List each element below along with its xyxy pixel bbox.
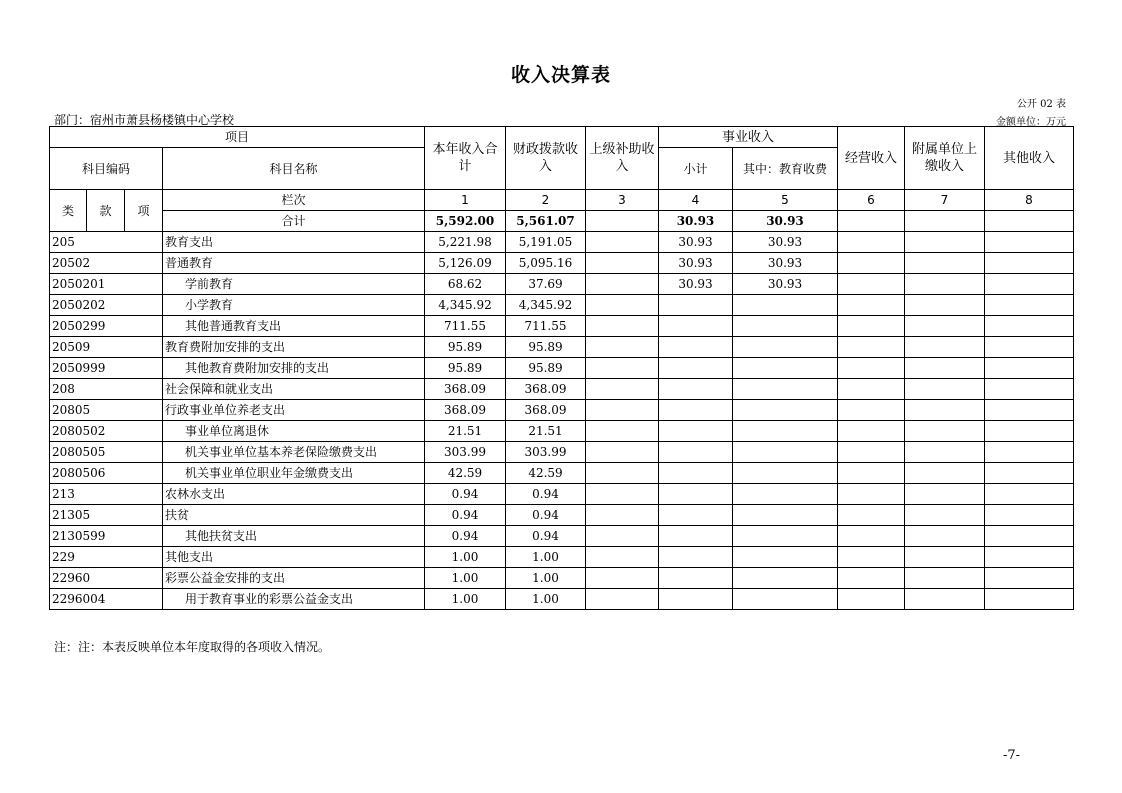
row-value bbox=[838, 463, 905, 484]
row-value bbox=[733, 442, 838, 463]
row-value bbox=[586, 547, 659, 568]
row-value bbox=[733, 547, 838, 568]
header-subtotal: 小计 bbox=[659, 148, 733, 190]
row-name: 机关事业单位基本养老保险缴费支出 bbox=[163, 442, 425, 463]
row-value bbox=[838, 589, 905, 610]
row-value bbox=[985, 400, 1074, 421]
row-value: 0.94 bbox=[506, 526, 586, 547]
total-cell bbox=[586, 211, 659, 232]
row-value bbox=[905, 526, 985, 547]
row-code: 2130599 bbox=[50, 526, 163, 547]
row-value: 30.93 bbox=[733, 232, 838, 253]
row-value bbox=[905, 295, 985, 316]
row-name: 农林水支出 bbox=[163, 484, 425, 505]
row-value bbox=[733, 463, 838, 484]
row-value: 0.94 bbox=[425, 505, 506, 526]
row-name: 教育费附加安排的支出 bbox=[163, 337, 425, 358]
header-total: 本年收入合计 bbox=[425, 127, 506, 190]
row-name: 彩票公益金安排的支出 bbox=[163, 568, 425, 589]
row-value: 368.09 bbox=[425, 379, 506, 400]
row-value bbox=[985, 526, 1074, 547]
row-code: 22960 bbox=[50, 568, 163, 589]
row-value: 0.94 bbox=[425, 526, 506, 547]
row-code: 20509 bbox=[50, 337, 163, 358]
row-value bbox=[733, 358, 838, 379]
row-name: 教育支出 bbox=[163, 232, 425, 253]
header-lei: 类 bbox=[50, 190, 87, 232]
row-value: 0.94 bbox=[425, 484, 506, 505]
row-value bbox=[733, 316, 838, 337]
row-name: 社会保障和就业支出 bbox=[163, 379, 425, 400]
table-row bbox=[50, 484, 1074, 505]
row-value bbox=[586, 589, 659, 610]
row-value bbox=[733, 295, 838, 316]
row-value: 95.89 bbox=[425, 358, 506, 379]
row-value bbox=[838, 253, 905, 274]
table-row bbox=[50, 505, 1074, 526]
col-num: 1 bbox=[425, 190, 506, 211]
row-value bbox=[586, 484, 659, 505]
row-value bbox=[985, 442, 1074, 463]
row-code: 213 bbox=[50, 484, 163, 505]
row-value: 42.59 bbox=[425, 463, 506, 484]
row-code: 229 bbox=[50, 547, 163, 568]
row-value bbox=[733, 568, 838, 589]
row-value bbox=[733, 526, 838, 547]
row-code: 208 bbox=[50, 379, 163, 400]
row-value: 1.00 bbox=[425, 547, 506, 568]
table-row bbox=[50, 421, 1074, 442]
page-number: -7- bbox=[1003, 748, 1021, 763]
row-code: 20502 bbox=[50, 253, 163, 274]
row-name: 普通教育 bbox=[163, 253, 425, 274]
row-name: 其他支出 bbox=[163, 547, 425, 568]
row-value bbox=[985, 589, 1074, 610]
table-row bbox=[50, 379, 1074, 400]
header-heji: 合计 bbox=[163, 211, 425, 232]
row-value bbox=[659, 358, 733, 379]
table-row bbox=[50, 442, 1074, 463]
row-name: 其他普通教育支出 bbox=[163, 316, 425, 337]
row-value bbox=[985, 379, 1074, 400]
header-affiliated: 附属单位上缴收入 bbox=[905, 127, 985, 190]
total-cell: 5,592.00 bbox=[425, 211, 506, 232]
table-row bbox=[50, 316, 1074, 337]
row-value bbox=[838, 400, 905, 421]
row-value bbox=[838, 295, 905, 316]
total-cell: 5,561.07 bbox=[506, 211, 586, 232]
row-value bbox=[838, 568, 905, 589]
row-value bbox=[838, 421, 905, 442]
row-value bbox=[659, 463, 733, 484]
row-value: 0.94 bbox=[506, 505, 586, 526]
row-value bbox=[905, 505, 985, 526]
row-value bbox=[586, 316, 659, 337]
row-value: 68.62 bbox=[425, 274, 506, 295]
form-number: 公开 02 表 bbox=[1016, 99, 1066, 110]
row-code: 2050999 bbox=[50, 358, 163, 379]
row-value bbox=[586, 274, 659, 295]
row-value: 30.93 bbox=[659, 232, 733, 253]
row-value bbox=[838, 232, 905, 253]
row-name: 用于教育事业的彩票公益金支出 bbox=[163, 589, 425, 610]
row-value bbox=[659, 484, 733, 505]
table-row bbox=[50, 589, 1074, 610]
row-value: 1.00 bbox=[506, 589, 586, 610]
table-row bbox=[50, 358, 1074, 379]
header-code: 科目编码 bbox=[50, 148, 163, 190]
row-value: 711.55 bbox=[425, 316, 506, 337]
header-business: 事业收入 bbox=[659, 127, 838, 148]
table-row bbox=[50, 274, 1074, 295]
total-cell bbox=[905, 211, 985, 232]
row-value bbox=[985, 337, 1074, 358]
header-edu-fee: 其中：教育收费 bbox=[733, 148, 838, 190]
row-value bbox=[659, 379, 733, 400]
row-value bbox=[838, 547, 905, 568]
row-value: 30.93 bbox=[659, 253, 733, 274]
row-value bbox=[985, 484, 1074, 505]
row-code: 2050202 bbox=[50, 295, 163, 316]
row-code: 20805 bbox=[50, 400, 163, 421]
row-value: 30.93 bbox=[733, 274, 838, 295]
table-row bbox=[50, 526, 1074, 547]
row-value: 5,221.98 bbox=[425, 232, 506, 253]
row-value bbox=[985, 568, 1074, 589]
department-label: 部门：宿州市萧县杨楼镇中心学校 bbox=[54, 113, 235, 127]
table-row bbox=[50, 295, 1074, 316]
header-subsidy: 上级补助收入 bbox=[586, 127, 659, 190]
row-value bbox=[905, 421, 985, 442]
row-value bbox=[985, 358, 1074, 379]
row-code: 2080502 bbox=[50, 421, 163, 442]
row-value bbox=[659, 400, 733, 421]
row-value bbox=[733, 484, 838, 505]
row-name: 机关事业单位职业年金缴费支出 bbox=[163, 463, 425, 484]
row-name: 其他扶贫支出 bbox=[163, 526, 425, 547]
row-value bbox=[985, 232, 1074, 253]
row-value: 42.59 bbox=[506, 463, 586, 484]
income-table bbox=[49, 126, 1074, 610]
table-row bbox=[50, 232, 1074, 253]
amount-unit: 金额单位：万元 bbox=[996, 117, 1066, 128]
row-value bbox=[733, 421, 838, 442]
row-value bbox=[905, 547, 985, 568]
row-value bbox=[586, 505, 659, 526]
row-code: 2050299 bbox=[50, 316, 163, 337]
row-value: 711.55 bbox=[506, 316, 586, 337]
row-value bbox=[838, 316, 905, 337]
row-value bbox=[985, 316, 1074, 337]
page-title: 收入决算表 bbox=[510, 64, 611, 86]
header-xiang: 项 bbox=[125, 190, 163, 232]
row-value bbox=[838, 358, 905, 379]
row-value: 368.09 bbox=[506, 379, 586, 400]
row-value: 37.69 bbox=[506, 274, 586, 295]
row-value: 1.00 bbox=[506, 547, 586, 568]
total-cell bbox=[985, 211, 1074, 232]
row-value bbox=[905, 442, 985, 463]
row-value bbox=[905, 589, 985, 610]
total-cell: 30.93 bbox=[733, 211, 838, 232]
row-value bbox=[905, 358, 985, 379]
row-value bbox=[586, 442, 659, 463]
row-name: 事业单位离退休 bbox=[163, 421, 425, 442]
row-value bbox=[586, 526, 659, 547]
row-value bbox=[586, 358, 659, 379]
header-fiscal: 财政拨款收入 bbox=[506, 127, 586, 190]
col-num: 4 bbox=[659, 190, 733, 211]
row-value: 303.99 bbox=[425, 442, 506, 463]
row-value bbox=[586, 400, 659, 421]
table-row bbox=[50, 568, 1074, 589]
row-value bbox=[659, 568, 733, 589]
row-value bbox=[733, 589, 838, 610]
row-value: 4,345.92 bbox=[506, 295, 586, 316]
row-value: 0.94 bbox=[506, 484, 586, 505]
row-value bbox=[659, 505, 733, 526]
total-cell: 30.93 bbox=[659, 211, 733, 232]
row-value bbox=[586, 253, 659, 274]
row-value bbox=[905, 484, 985, 505]
row-value bbox=[905, 274, 985, 295]
row-name: 行政事业单位养老支出 bbox=[163, 400, 425, 421]
table-note: 注：注：本表反映单位本年度取得的各项收入情况。 bbox=[54, 640, 331, 654]
row-value bbox=[659, 421, 733, 442]
row-code: 205 bbox=[50, 232, 163, 253]
header-item: 项目 bbox=[50, 127, 425, 148]
row-value bbox=[838, 505, 905, 526]
row-value bbox=[733, 505, 838, 526]
row-value: 30.93 bbox=[733, 253, 838, 274]
row-value: 95.89 bbox=[506, 337, 586, 358]
row-value: 21.51 bbox=[425, 421, 506, 442]
row-value bbox=[905, 379, 985, 400]
row-value bbox=[985, 421, 1074, 442]
header-operating: 经营收入 bbox=[838, 127, 905, 190]
table-row bbox=[50, 547, 1074, 568]
row-value: 95.89 bbox=[506, 358, 586, 379]
row-value bbox=[659, 316, 733, 337]
row-value bbox=[905, 400, 985, 421]
row-value: 1.00 bbox=[425, 589, 506, 610]
row-value bbox=[659, 589, 733, 610]
table-row bbox=[50, 463, 1074, 484]
row-value: 21.51 bbox=[506, 421, 586, 442]
row-value bbox=[659, 526, 733, 547]
header-other: 其他收入 bbox=[985, 127, 1074, 190]
row-value bbox=[985, 274, 1074, 295]
row-value bbox=[838, 337, 905, 358]
row-value bbox=[733, 337, 838, 358]
row-value bbox=[586, 337, 659, 358]
row-name: 其他教育费附加安排的支出 bbox=[163, 358, 425, 379]
row-value bbox=[838, 526, 905, 547]
col-num: 5 bbox=[733, 190, 838, 211]
row-code: 2080506 bbox=[50, 463, 163, 484]
row-value: 5,126.09 bbox=[425, 253, 506, 274]
col-num: 6 bbox=[838, 190, 905, 211]
row-value bbox=[838, 274, 905, 295]
header-kuan: 款 bbox=[87, 190, 125, 232]
row-value bbox=[985, 295, 1074, 316]
row-value bbox=[905, 232, 985, 253]
row-value bbox=[905, 568, 985, 589]
row-value: 303.99 bbox=[506, 442, 586, 463]
row-code: 2050201 bbox=[50, 274, 163, 295]
row-value: 1.00 bbox=[506, 568, 586, 589]
row-value bbox=[838, 442, 905, 463]
header-name: 科目名称 bbox=[163, 148, 425, 190]
row-value bbox=[905, 253, 985, 274]
row-value bbox=[838, 379, 905, 400]
row-value bbox=[586, 421, 659, 442]
row-value bbox=[985, 253, 1074, 274]
row-value bbox=[733, 379, 838, 400]
row-value bbox=[586, 232, 659, 253]
row-value bbox=[659, 547, 733, 568]
row-value bbox=[586, 463, 659, 484]
row-value: 1.00 bbox=[425, 568, 506, 589]
row-value bbox=[586, 295, 659, 316]
row-value bbox=[838, 484, 905, 505]
col-num: 2 bbox=[506, 190, 586, 211]
row-name: 扶贫 bbox=[163, 505, 425, 526]
row-code: 2296004 bbox=[50, 589, 163, 610]
row-value: 4,345.92 bbox=[425, 295, 506, 316]
col-num: 3 bbox=[586, 190, 659, 211]
row-value: 368.09 bbox=[506, 400, 586, 421]
row-code: 2080505 bbox=[50, 442, 163, 463]
row-value bbox=[985, 463, 1074, 484]
table-row bbox=[50, 337, 1074, 358]
row-value: 30.93 bbox=[659, 274, 733, 295]
table-row bbox=[50, 400, 1074, 421]
row-value: 368.09 bbox=[425, 400, 506, 421]
row-value: 95.89 bbox=[425, 337, 506, 358]
row-value bbox=[586, 379, 659, 400]
header-lanci: 栏次 bbox=[163, 190, 425, 211]
col-num: 7 bbox=[905, 190, 985, 211]
total-cell bbox=[838, 211, 905, 232]
row-value bbox=[905, 337, 985, 358]
table-row bbox=[50, 253, 1074, 274]
row-value bbox=[659, 442, 733, 463]
row-value bbox=[659, 295, 733, 316]
row-value bbox=[733, 400, 838, 421]
row-value bbox=[659, 337, 733, 358]
row-name: 学前教育 bbox=[163, 274, 425, 295]
row-value: 5,095.16 bbox=[506, 253, 586, 274]
row-value: 5,191.05 bbox=[506, 232, 586, 253]
row-code: 21305 bbox=[50, 505, 163, 526]
col-num: 8 bbox=[985, 190, 1074, 211]
row-value bbox=[985, 547, 1074, 568]
row-value bbox=[905, 463, 985, 484]
row-name: 小学教育 bbox=[163, 295, 425, 316]
row-value bbox=[586, 568, 659, 589]
row-value bbox=[905, 316, 985, 337]
row-value bbox=[985, 505, 1074, 526]
